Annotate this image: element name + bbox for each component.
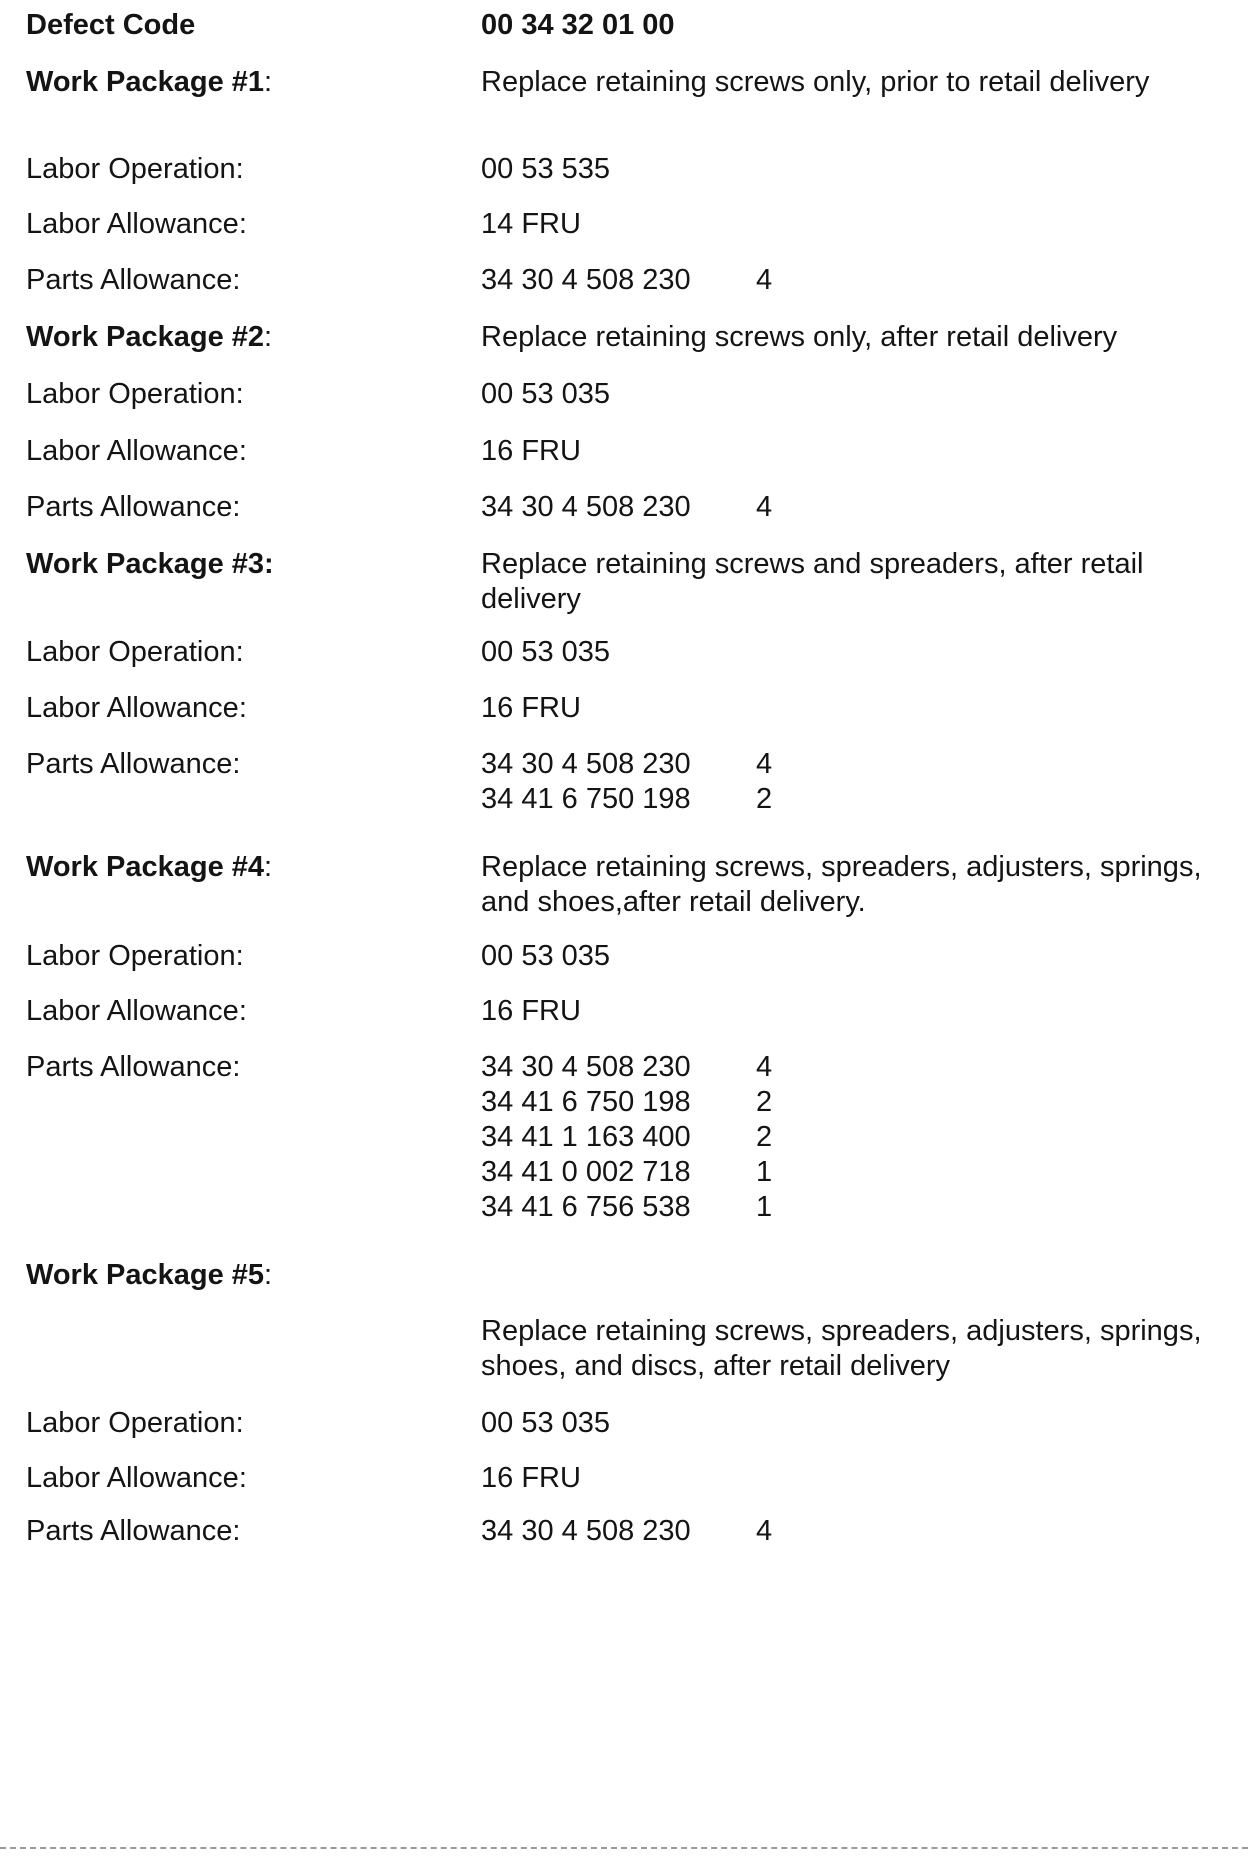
part-number: 34 41 6 756 538 bbox=[481, 1191, 691, 1223]
labor-allowance-label: Labor Allowance: bbox=[26, 208, 247, 240]
parts-allowance-label: Parts Allowance: bbox=[26, 264, 241, 296]
labor-allowance-value: 16 FRU bbox=[481, 1462, 581, 1494]
part-number: 34 30 4 508 230 bbox=[481, 491, 691, 523]
part-number: 34 41 6 750 198 bbox=[481, 1086, 691, 1118]
part-quantity: 4 bbox=[756, 1051, 773, 1083]
labor-operation-label: Labor Operation: bbox=[26, 940, 244, 972]
work-package-title: Work Package #5: bbox=[26, 1259, 273, 1291]
part-quantity: 2 bbox=[756, 783, 773, 815]
part-quantity: 2 bbox=[756, 1121, 773, 1153]
labor-allowance-label: Labor Allowance: bbox=[26, 1462, 247, 1494]
parts-allowance-label: Parts Allowance: bbox=[26, 748, 241, 780]
defect-code-value: 00 34 32 01 00 bbox=[481, 9, 675, 41]
parts-list bbox=[481, 1514, 1241, 1549]
labor-operation-value: 00 53 535 bbox=[481, 153, 611, 185]
footer-divider bbox=[0, 1847, 1248, 1849]
labor-allowance-value: 16 FRU bbox=[481, 692, 581, 724]
parts-allowance-label: Parts Allowance: bbox=[26, 1515, 241, 1547]
part-number: 34 30 4 508 230 bbox=[481, 1051, 691, 1083]
labor-operation-value: 00 53 035 bbox=[481, 378, 611, 410]
part-line bbox=[481, 1155, 1241, 1190]
labor-allowance-label: Labor Allowance: bbox=[26, 995, 247, 1027]
labor-operation-label: Labor Operation: bbox=[26, 636, 244, 668]
part-number: 34 30 4 508 230 bbox=[481, 1515, 691, 1547]
work-package-description: Replace retaining screws only, prior to retail delivery bbox=[481, 66, 1150, 98]
parts-allowance-label: Parts Allowance: bbox=[26, 491, 241, 523]
labor-allowance-value: 14 FRU bbox=[481, 208, 581, 240]
part-line bbox=[481, 263, 1241, 298]
labor-operation-value: 00 53 035 bbox=[481, 940, 611, 972]
part-quantity: 4 bbox=[756, 748, 773, 780]
part-quantity: 1 bbox=[756, 1191, 773, 1223]
part-quantity: 2 bbox=[756, 1086, 773, 1118]
part-line bbox=[481, 1514, 1241, 1549]
part-line bbox=[481, 1085, 1241, 1120]
part-line bbox=[481, 782, 1241, 817]
part-number: 34 41 0 002 718 bbox=[481, 1156, 691, 1188]
parts-list bbox=[481, 263, 1241, 298]
part-line bbox=[481, 1050, 1241, 1085]
labor-operation-value: 00 53 035 bbox=[481, 1407, 611, 1439]
labor-allowance-label: Labor Allowance: bbox=[26, 435, 247, 467]
parts-list bbox=[481, 490, 1241, 525]
parts-list bbox=[481, 747, 1241, 817]
parts-list bbox=[481, 1050, 1241, 1225]
work-package-title: Work Package #2: bbox=[26, 321, 273, 353]
labor-operation-label: Labor Operation: bbox=[26, 1407, 244, 1439]
labor-allowance-value: 16 FRU bbox=[481, 435, 581, 467]
part-quantity: 4 bbox=[756, 1515, 773, 1547]
part-line bbox=[481, 490, 1241, 525]
work-package-description: Replace retaining screws and spreaders, after retail delivery bbox=[481, 548, 1144, 615]
labor-operation-value: 00 53 035 bbox=[481, 636, 611, 668]
part-number: 34 41 1 163 400 bbox=[481, 1121, 691, 1153]
work-package-description: Replace retaining screws, spreaders, adjusters, springs, shoes, and discs, after retail delivery bbox=[481, 1315, 1202, 1382]
work-package-title: Work Package #3: bbox=[26, 548, 274, 580]
labor-allowance-value: 16 FRU bbox=[481, 995, 581, 1027]
part-quantity: 4 bbox=[756, 264, 773, 296]
part-quantity: 4 bbox=[756, 491, 773, 523]
part-number: 34 30 4 508 230 bbox=[481, 748, 691, 780]
work-package-title: Work Package #4: bbox=[26, 851, 273, 883]
part-line bbox=[481, 747, 1241, 782]
parts-allowance-label: Parts Allowance: bbox=[26, 1051, 241, 1083]
work-package-description: Replace retaining screws only, after retail delivery bbox=[481, 321, 1118, 353]
part-line bbox=[481, 1190, 1241, 1225]
work-package-description: Replace retaining screws, spreaders, adjusters, springs, and shoes,after retail delivery. bbox=[481, 851, 1202, 918]
part-number: 34 30 4 508 230 bbox=[481, 264, 691, 296]
labor-allowance-label: Labor Allowance: bbox=[26, 692, 247, 724]
labor-operation-label: Labor Operation: bbox=[26, 153, 244, 185]
part-number: 34 41 6 750 198 bbox=[481, 783, 691, 815]
part-quantity: 1 bbox=[756, 1156, 773, 1188]
defect-code-label: Defect Code bbox=[26, 9, 196, 41]
part-line bbox=[481, 1120, 1241, 1155]
work-package-title: Work Package #1: bbox=[26, 66, 273, 98]
labor-operation-label: Labor Operation: bbox=[26, 378, 244, 410]
